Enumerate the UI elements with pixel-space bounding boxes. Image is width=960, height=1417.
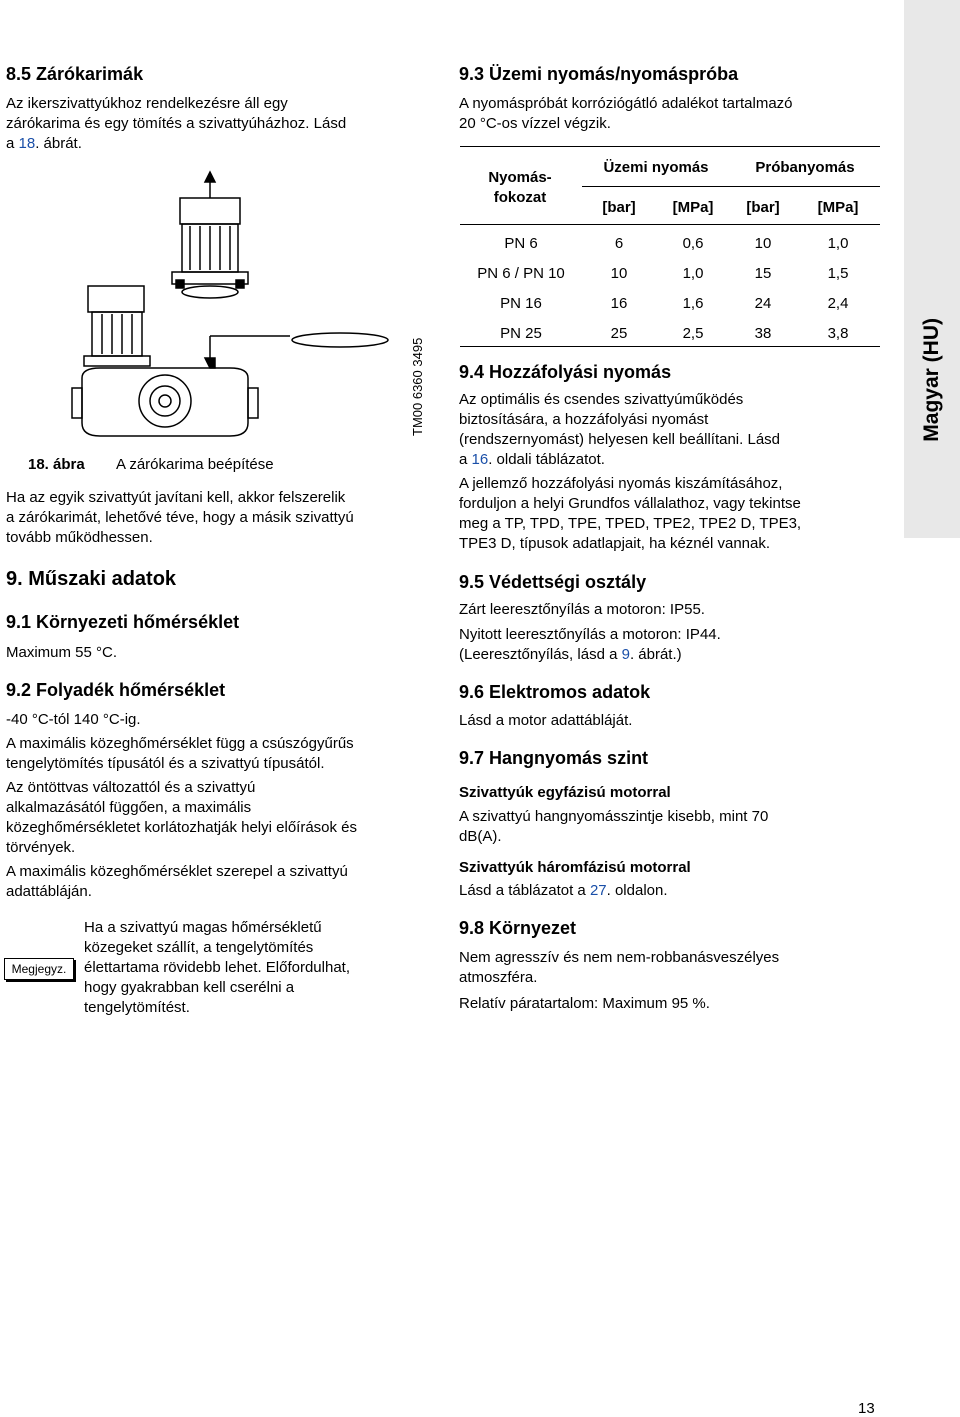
section-9-2-title: 9.2 Folyadék hőmérséklet (6, 680, 226, 700)
section-9-5-p1: Zárt leeresztőnyílás a motoron: IP55. (459, 601, 705, 618)
table-cell: 24 (754, 295, 772, 312)
table-sub-rule (582, 186, 880, 187)
inlet-circle (139, 375, 191, 427)
section-9-4-title: 9.4 Hozzáfolyási nyomás (459, 362, 672, 382)
text-line: tengelytömítés típusától és a szivattyú típusától. (6, 755, 325, 772)
section-8-5-text (6, 94, 346, 154)
text-line: közeghőmérsékletet korlátozhatják helyi előírások és (6, 819, 358, 836)
section-9-1-text: Maximum 55 °C. (6, 644, 118, 661)
table-cell: 0,6 (682, 235, 704, 252)
header-line: Nyomás- (488, 169, 552, 186)
text-line: A szivattyú hangnyomásszintje kisebb, mint 70 (459, 808, 769, 825)
table-cell: 15 (754, 265, 772, 282)
section-9-4-p2 (459, 474, 801, 554)
text-line: a zárókarimát, lehetővé téve, hogy a másik szivattyú (6, 509, 354, 526)
table-cell: 6 (614, 235, 624, 252)
text-line: Nem agresszív és nem nem-robbanásveszélyes (459, 949, 780, 966)
figure-code: TM00 6360 3495 (410, 337, 425, 436)
text-fragment: . ábrát. (35, 135, 82, 152)
text-line: A maximális közeghőmérséklet függ a csúszógyűrűs (6, 735, 354, 752)
text-line: Az ikerszivattyúkhoz rendelkezésre áll egy (6, 95, 288, 112)
text-line: zárókarima és egy tömítés a szivattyúházhoz. Lásd (6, 115, 347, 132)
section-9-6-title: 9.6 Elektromos adatok (459, 682, 651, 702)
figure-caption: A zárókarima beépítése (116, 456, 274, 473)
page-link[interactable]: 27 (589, 882, 607, 899)
text-line: közegeket szállít, a tengelytömítés (84, 939, 314, 956)
table-cell-stage: PN 6 / PN 10 (477, 265, 565, 282)
section-9-4-p1 (459, 390, 780, 470)
top-pump-fan-cover (180, 198, 240, 224)
text-fragment: Lásd a táblázatot a (459, 882, 590, 899)
table-unit: [MPa] (672, 199, 714, 216)
text-fragment: . oldalon. (606, 882, 668, 899)
text-line (459, 645, 721, 665)
table-cell: 16 (610, 295, 628, 312)
text-line: Az optimális és csendes szivattyúműködés (459, 391, 744, 408)
table-cell: 25 (610, 325, 628, 342)
blanking-flange (292, 333, 388, 347)
section-9-2-p1: -40 °C-tól 140 °C-ig. (6, 711, 141, 728)
section-9-8-p2: Relatív páratartalom: Maximum 95 %. (459, 995, 710, 1012)
table-cell: 1,0 (682, 265, 704, 282)
section-9-3-text (459, 94, 793, 134)
section-9-8-title: 9.8 Környezet (459, 918, 577, 938)
figure-number-text: 18. ábra (28, 456, 85, 473)
text-line: tengelytömítést. (84, 999, 190, 1016)
text-line: forduljon a helyi Grundfos vállalathoz, vagy tekintse (459, 495, 801, 512)
table-cell-stage: PN 16 (500, 295, 542, 312)
section-8-5-title: 8.5 Zárókarimák (6, 64, 144, 84)
section-9-1-title: 9.1 Környezeti hőmérséklet (6, 612, 240, 632)
text-line: 20 °C-os vízzel végzik. (459, 115, 611, 132)
table-unit: [bar] (746, 199, 780, 216)
text-fragment: a (459, 451, 472, 468)
arrow-head-up (205, 172, 215, 182)
text-line: biztosítására, a hozzáfolyási nyomást (459, 411, 709, 428)
text-line: dB(A). (459, 828, 502, 845)
section-9-7-p2 (459, 881, 668, 901)
section-9-2-p4 (6, 862, 348, 902)
section-9-7-sub1: Szivattyúk egyfázisú motorral (459, 784, 671, 801)
header-line: fokozat (493, 189, 547, 206)
section-9-8-p1 (459, 948, 779, 988)
text-line: TPE3 D, típusok adatlapjait, ha kéznél vannak. (459, 535, 771, 552)
figure-number (28, 455, 85, 475)
text-fragment: (Leeresztőnyílás, lásd a (459, 646, 622, 663)
text-line: élettartama rövidebb lehet. Előfordulhat, (84, 959, 350, 976)
table-cell: 10 (754, 235, 772, 252)
table-top-rule (460, 146, 880, 147)
section-9-title: 9. Műszaki adatok (6, 568, 177, 590)
page-number: 13 (858, 1400, 875, 1417)
section-9-2-p3 (6, 778, 357, 858)
table-header-test: Próbanyomás (755, 159, 855, 176)
section-9-5-title: 9.5 Védettségi osztály (459, 572, 647, 592)
figure-link[interactable]: 9 (621, 646, 630, 663)
text-line (459, 450, 780, 470)
section-9-3-title: 9.3 Üzemi nyomás/nyomáspróba (459, 64, 739, 84)
paragraph-after-figure (6, 488, 354, 548)
section-9-5-text (459, 625, 721, 665)
pump-flange-figure (60, 168, 420, 448)
text-line: meg a TP, TPD, TPE, TPED, TPE2, TPE2 D, TPE3, (459, 515, 802, 532)
text-line: Nyitott leeresztőnyílás a motoron: IP44. (459, 626, 721, 643)
text-line: alkalmazásától függően, a maximális (6, 799, 252, 816)
text-line (6, 134, 346, 154)
table-unit: [MPa] (817, 199, 859, 216)
table-cell: 1,5 (827, 265, 849, 282)
table-header-stage (460, 168, 580, 208)
table-cell: 10 (610, 265, 628, 282)
table-cell: 2,5 (682, 325, 704, 342)
note-label: Megjegyz. (4, 958, 74, 980)
section-9-7-sub2: Szivattyúk háromfázisú motorral (459, 859, 691, 876)
text-line: Ha az egyik szivattyút javítani kell, akkor felszerelik (6, 489, 346, 506)
section-9-7-title: 9.7 Hangnyomás szint (459, 748, 649, 768)
figure-link[interactable]: 18 (18, 135, 36, 152)
table-cell: 38 (754, 325, 772, 342)
language-tab (904, 0, 960, 538)
table-header-rule (460, 224, 880, 225)
arrow-head-down (205, 358, 215, 368)
table-cell: 2,4 (827, 295, 849, 312)
text-line: A nyomáspróbát korróziógátló adalékot tartalmazó (459, 95, 793, 112)
table-cell-stage: PN 25 (500, 325, 542, 342)
table-unit: [bar] (602, 199, 636, 216)
page-link[interactable]: 16 (471, 451, 489, 468)
text-fragment: a (6, 135, 19, 152)
text-line: (rendszernyomást) helyesen kell beállítani. Lásd (459, 431, 780, 448)
table-cell: 3,8 (827, 325, 849, 342)
text-fragment: . ábrát.) (629, 646, 682, 663)
note-text (84, 918, 350, 1018)
section-9-2-p2 (6, 734, 354, 774)
text-line: törvények. (6, 839, 76, 856)
section-9-6-text: Lásd a motor adattábláját. (459, 712, 633, 729)
table-cell: 1,6 (682, 295, 704, 312)
text-line: A maximális közeghőmérséklet szerepel a szivattyú (6, 863, 348, 880)
front-pump-fan-cover (88, 286, 144, 312)
table-header-operating: Üzemi nyomás (603, 159, 709, 176)
front-pump-motor (92, 312, 142, 356)
text-line: Az öntöttvas változattól és a szivattyú (6, 779, 256, 796)
table-cell: 1,0 (827, 235, 849, 252)
text-fragment: . oldali táblázatot. (488, 451, 605, 468)
table-bottom-rule (460, 346, 880, 347)
text-line: A jellemző hozzáfolyási nyomás kiszámításához, (459, 475, 783, 492)
front-pump-flange (84, 356, 150, 366)
language-tab-label: Magyar (HU) (920, 318, 943, 442)
text-line: atmoszféra. (459, 969, 538, 986)
section-9-7-p1 (459, 807, 768, 847)
text-line: adattábláján. (6, 883, 92, 900)
table-cell-stage: PN 6 (504, 235, 538, 252)
text-line: Ha a szivattyú magas hőmérsékletű (84, 919, 322, 936)
pump-housing (82, 368, 248, 436)
text-line: tovább működhessen. (6, 529, 153, 546)
text-line: hogy gyakrabban kell cserélni a (84, 979, 295, 996)
